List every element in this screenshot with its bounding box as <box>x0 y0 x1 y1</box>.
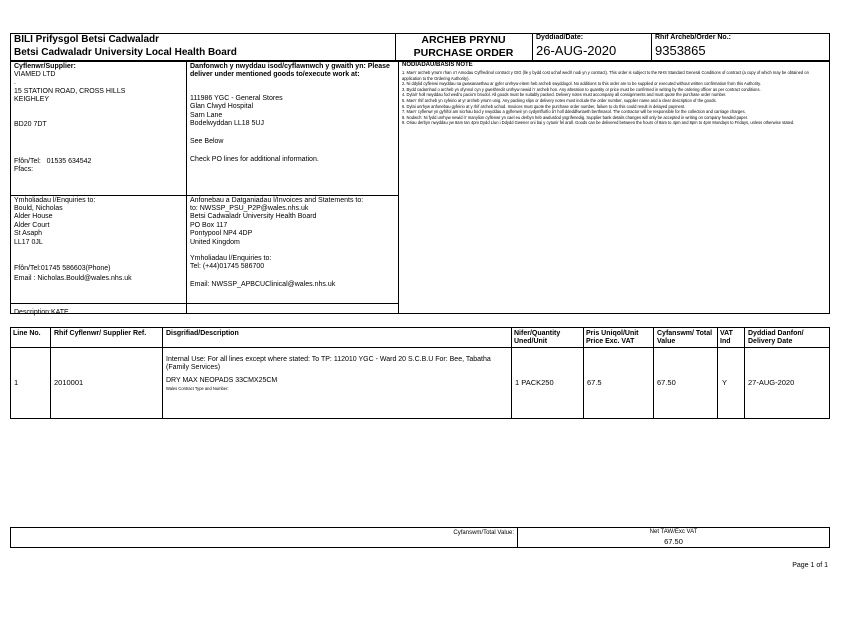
supplier-line: 15 STATION ROAD, CROSS HILLS <box>14 87 126 95</box>
doc-title-welsh: ARCHEB PRYNU <box>421 34 506 46</box>
supplier-line: KEIGHLEY <box>14 96 50 104</box>
supplier-address <box>14 71 125 129</box>
enquiries-line: St Asaph <box>14 230 43 238</box>
doc-title-english: PURCHASE ORDER <box>413 47 514 59</box>
col-header-unit-price: Pris Uniqol/Unit Price Exc. VAT <box>586 330 639 346</box>
supplier-line: VIAMED LTD <box>14 71 56 78</box>
row-supplier-ref: 2010001 <box>54 378 84 387</box>
order-no-label: Rhif Archeb/Order No.: <box>655 34 731 41</box>
supplier-phone: Ffôn/Tel: 01535 634542 <box>14 158 92 165</box>
row-unit-price: 67.5 <box>587 378 602 387</box>
enquiries-address <box>14 205 63 247</box>
invoices-line: Betsi Cadwaladr University Health Board <box>190 213 317 221</box>
order-date: 26-AUG-2020 <box>536 43 617 58</box>
note-item: 1. Mae'r archeb yma'n rhan o'r Amodau Cyffredinol contract y GIG (lle y bydd cost uchaf wedi'i nodi yn y contract). This order is subject to the NHS Standard General Conditions of contract (a copy of which may be obtained on application to the Ordering Authority). <box>402 70 809 81</box>
supplier-line: BD20 7DT <box>14 120 47 128</box>
row-internal-use: Internal Use: For all lines except where stated: To TP: 112010 YGC - Ward 20 S.C.B.U For: Bee, Tabatha (Family Services) <box>166 356 491 372</box>
note-item: 2. Ni ddylid cyflenwi nwyddau na gwasanaethau ar gyfer unrhyw eitem heb archeb swyddogol. No additions to this order are to be supplied or executed without written confirmation from this Authority. <box>402 81 762 87</box>
supplier-line <box>14 105 125 121</box>
date-label: Dyddiad/Date: <box>536 34 584 41</box>
col-header-supplier-ref: Rhif Cyflenwr/ Supplier Ref. <box>54 330 147 337</box>
deliver-line: Glan Clwyd Hospital <box>190 103 254 111</box>
note-item: 9. Oriau derbyn nwyddau yw 8am tan 4pm Dydd Llun i Ddydd Gwener oni bai y cytunir fel arall. Goods can be delivered between the hours of 8am to 4pm and 8pm to 4pm Mondays to Fridays, unless otherwise stated. <box>402 120 795 126</box>
invoices-enquiries-label: Ymholiadau l/Enquiries to: <box>190 255 272 262</box>
invoices-email: Email: NWSSP_APBCUClinical@wales.nhs.uk <box>190 281 336 288</box>
description-label: Description:KATE <box>14 309 69 316</box>
col-header-vat: VAT Ind <box>720 330 733 346</box>
order-number: 9353865 <box>655 43 706 58</box>
col-header-description: Disgrifiad/Description <box>166 330 239 337</box>
note-item: 4. Dylai'r holl nwyddau fod wedi'u pacio'n briodol. All goods must be suitably packed. Delivery notes must accompany all consignments and must quote the purchase order number. <box>402 92 727 98</box>
col-header-delivery-date: Dyddiad Danfon/ Delivery Date <box>748 330 804 346</box>
invoices-line: United Kingdom <box>190 238 240 246</box>
net-exc-vat-label: Net TAW/Exc VAT <box>649 529 698 535</box>
enquiries-line: LL17 0JL <box>14 238 43 246</box>
col-header-total: Cyfanswm/ Total Value <box>657 330 713 346</box>
enquiries-line: Bould, Nicholas <box>14 205 63 212</box>
deliver-line: Sarn Lane <box>190 111 223 119</box>
invoices-line: PO Box 117 <box>190 221 228 229</box>
note-item: 5. Mae'r rhif archeb yn cyfeirio at yr archeb yma'n unig. Any packing slips or delivery notes must include the order number, supplier name and a clear description of the goods. <box>402 97 717 103</box>
supplier-line: . <box>14 79 16 87</box>
deliver-address <box>190 95 283 129</box>
note-item: 8. Nodwch: Ni fydd unrhyw newid i'r manylion cyflenwr yn cael eu derbyn heb awdurdod ysgrifenedig. Supplier bank details changes will only be accepted in writing on company headed paper. <box>402 114 748 120</box>
row-delivery-date: 27-AUG-2020 <box>748 378 795 387</box>
enquiries-email: Email : Nicholas.Bould@wales.nhs.uk <box>14 275 132 282</box>
invoices-label: Anfonebau a Datganiadau l/Invoices and Statements to: <box>190 197 364 204</box>
enquiries-line: Alder House <box>14 213 53 221</box>
row-line-number: 1 <box>14 378 19 387</box>
supplier-label: Cyflenwr/Supplier: <box>14 63 76 70</box>
enquiries-label: Ymholiadau l/Enquiries to: <box>14 197 96 204</box>
notes-title: NODIADAU/BASIS NOTE <box>402 62 473 68</box>
invoices-address <box>190 205 316 247</box>
see-below-text: See Below <box>190 138 224 145</box>
page-number: Page 1 of 1 <box>792 562 828 569</box>
deliver-line: 111986 YGC - General Stores <box>190 95 283 102</box>
invoices-line: to: NWSSP_PSU_P2P@wales.nhs.uk <box>190 205 309 212</box>
supplier-fax: Ffacs: <box>14 166 34 173</box>
row-item-description: DRY MAX NEOPADS 33CMX25CM <box>166 377 278 384</box>
note-item: 7. Mae'r cyflenwr yn gyfrifol am sicrhau bod y nwyddau a gyflenwir yn cydymffurfio â'r holl ddeddfwriaeth berthnasol. The contractor will be responsible for the collection and carriage charges. <box>402 109 746 115</box>
invoices-line: Pontypool NP4 4DP <box>190 230 253 238</box>
row-contract-type: Wales Contract Type and Number: <box>166 386 229 391</box>
row-total-value: 67.50 <box>657 378 676 387</box>
col-header-line: Line No. <box>13 330 41 337</box>
col-header-quantity: Nifer/Quantity Uned/Unit <box>514 330 561 346</box>
deliver-line: Bodelwyddan LL18 5UJ <box>190 120 264 128</box>
deliver-label: Danfonwch y nwyddau isod/cyflawnwch y gwaith yn: Please deliver under mentioned goods to/execute work at: <box>190 63 390 79</box>
row-vat-indicator: Y <box>722 378 728 387</box>
enquiries-phone: Ffôn/Tel:01745 586603(Phone) <box>14 265 111 272</box>
check-po-lines-text: Check PO lines for additional information. <box>190 156 319 163</box>
net-total-value: 67.50 <box>664 537 683 546</box>
note-item: 3. Bydd cadarnhad o archeb yn ofynnol cyn y gweithredir unrhyw newid i'r archeb hon. Any alteration to quantity or price must be confirmed in writing by the ordering officer as per contract conditions. <box>402 86 761 92</box>
total-value-label: Cyfanswm/Total Value: <box>453 530 514 536</box>
org-name-welsh: BILI Prifysgol Betsi Cadwaladr <box>14 34 160 45</box>
row-quantity: 1 PACK250 <box>515 378 554 387</box>
enquiries-line: Alder Court <box>14 221 50 229</box>
invoices-tel: Tel: (+44)01745 586700 <box>190 263 265 270</box>
org-name-english: Betsi Cadwaladr University Local Health Board <box>14 47 237 58</box>
note-item: 6. Dylai unrhyw anfonebau gyfeirio at y rhif archeb uchod. Invoices must quote the purchase order number, failure to do this could result in delayed payment. <box>402 103 686 109</box>
notes-list <box>402 70 827 126</box>
